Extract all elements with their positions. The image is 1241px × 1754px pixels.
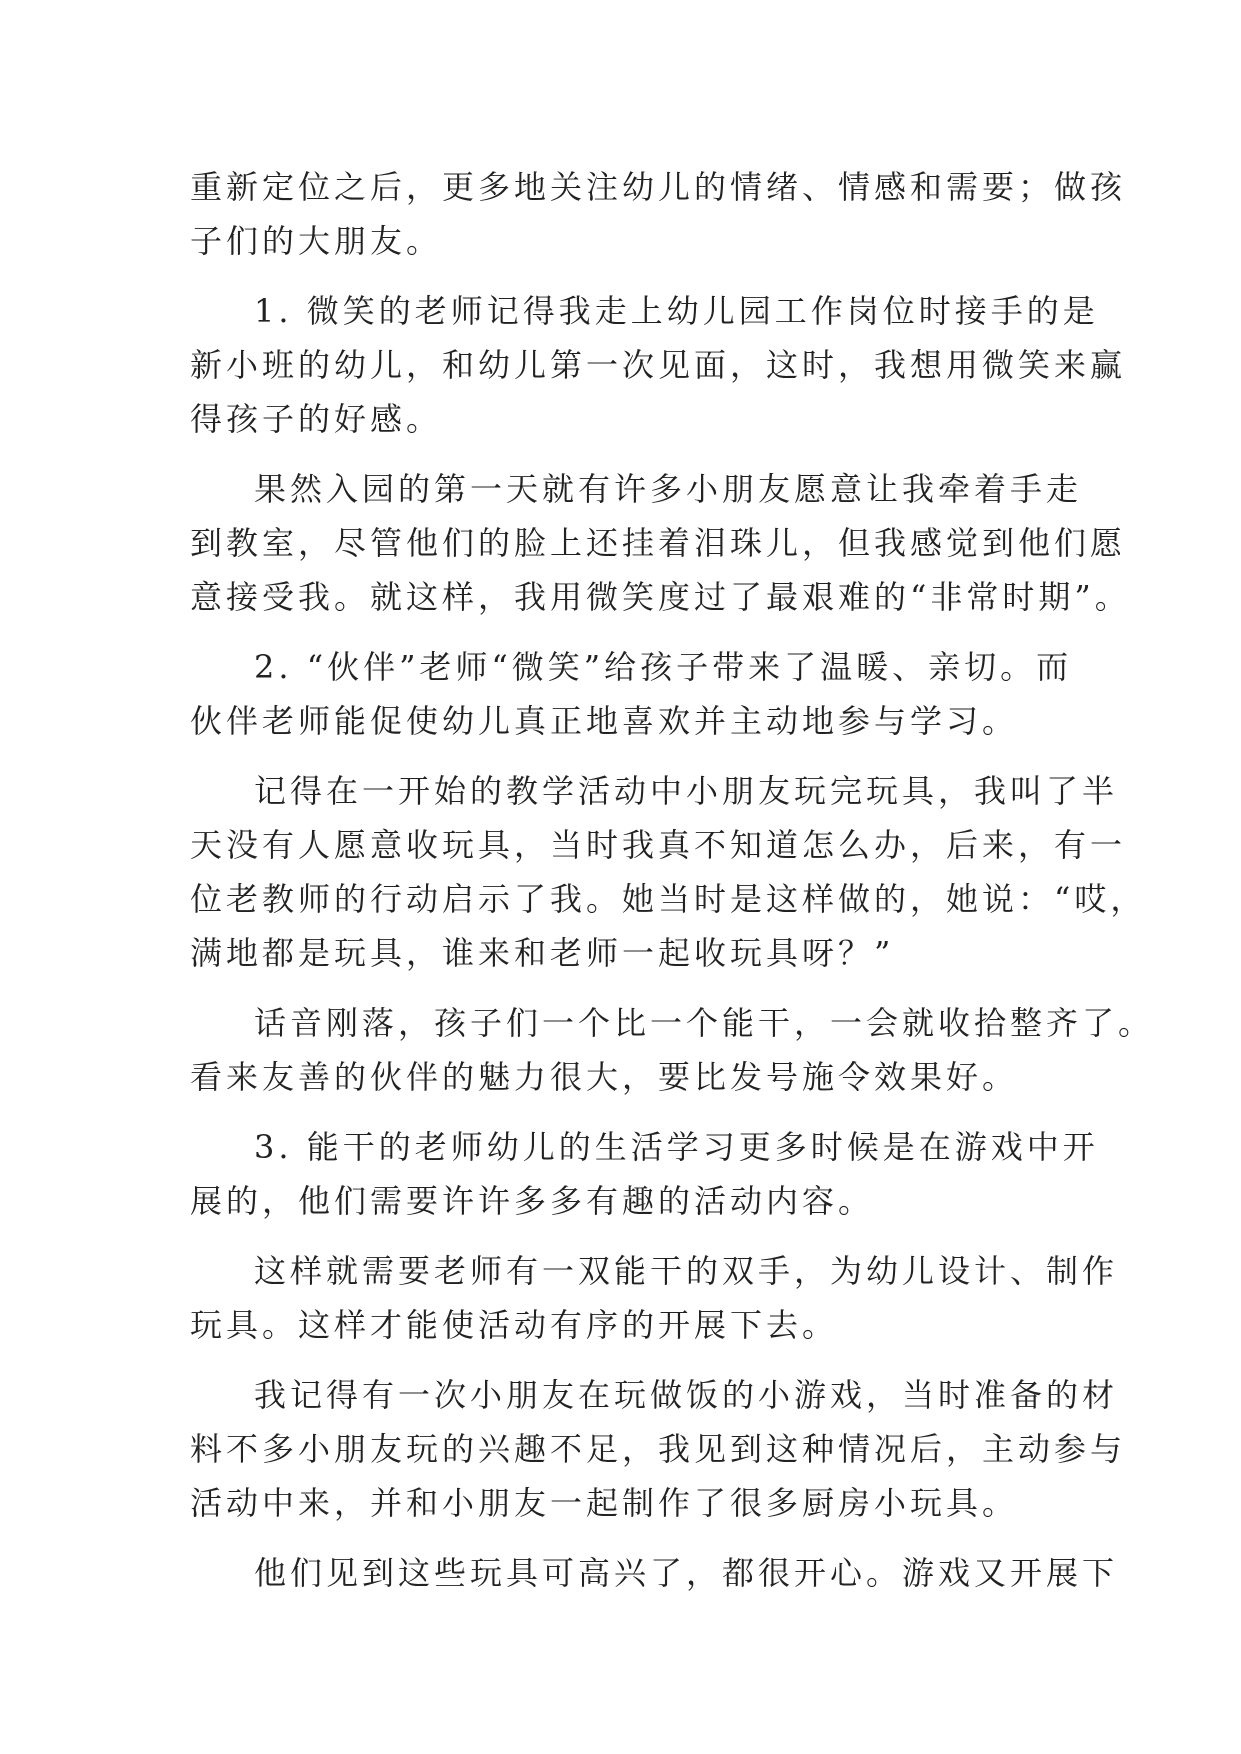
text-line: 意接受我。就这样，我用微笑度过了最艰难的“非常时期”。 (190, 578, 1131, 616)
text-line: 1. 微笑的老师记得我走上幼儿园工作岗位时接手的是 (254, 292, 1099, 330)
paragraph (190, 1368, 1127, 1530)
paragraph (190, 764, 1147, 980)
text-line: 子们的大朋友。 (190, 222, 443, 260)
text-line: 记得在一开始的教学活动中小朋友玩完玩具，我叫了半 (254, 772, 1119, 810)
text-line: 伙伴老师能促使幼儿真正地喜欢并主动地参与学习。 (190, 702, 1019, 740)
text-line: 新小班的幼儿，和幼儿第一次见面，这时，我想用微笑来赢 (190, 346, 1127, 384)
text-line: 3. 能干的老师幼儿的生活学习更多时候是在游戏中开 (254, 1128, 1099, 1166)
paragraph (190, 1244, 1119, 1352)
text-line: 果然入园的第一天就有许多小朋友愿意让我牵着手走 (254, 470, 1083, 508)
text-line: 料不多小朋友玩的兴趣不足，我见到这种情况后，主动参与 (190, 1430, 1127, 1468)
paragraph (190, 284, 1127, 446)
text-line: 满地都是玩具，谁来和老师一起收玩具呀？” (190, 934, 895, 972)
text-line: 话音刚落，孩子们一个比一个能干，一会就收拾整齐了。 (254, 1004, 1155, 1042)
paragraph (190, 160, 1127, 268)
text-line: 天没有人愿意收玩具，当时我真不知道怎么办，后来，有一 (190, 826, 1127, 864)
text-line: 位老教师的行动启示了我。她当时是这样做的，她说：“哎， (190, 880, 1147, 918)
document-body (190, 160, 1155, 1600)
paragraph (190, 640, 1073, 748)
text-line: 得孩子的好感。 (190, 400, 443, 438)
text-line: 这样就需要老师有一双能干的双手，为幼儿设计、制作 (254, 1252, 1119, 1290)
text-line: 看来友善的伙伴的魅力很大，要比发号施令效果好。 (190, 1058, 1019, 1096)
paragraph (190, 462, 1131, 624)
paragraph (190, 1120, 1099, 1228)
text-line: 到教室，尽管他们的脸上还挂着泪珠儿，但我感觉到他们愿 (190, 524, 1127, 562)
text-line: 重新定位之后，更多地关注幼儿的情绪、情感和需要；做孩 (190, 168, 1127, 206)
paragraph (190, 1546, 1119, 1600)
paragraph (190, 996, 1155, 1104)
text-line: 他们见到这些玩具可高兴了，都很开心。游戏又开展下 (254, 1554, 1119, 1592)
text-line: 活动中来，并和小朋友一起制作了很多厨房小玩具。 (190, 1484, 1019, 1522)
text-line: 玩具。这样才能使活动有序的开展下去。 (190, 1306, 839, 1344)
text-line: 2. “伙伴”老师“微笑”给孩子带来了温暖、亲切。而 (254, 648, 1073, 686)
text-line: 我记得有一次小朋友在玩做饭的小游戏，当时准备的材 (254, 1376, 1119, 1414)
text-line: 展的，他们需要许许多多有趣的活动内容。 (190, 1182, 875, 1220)
